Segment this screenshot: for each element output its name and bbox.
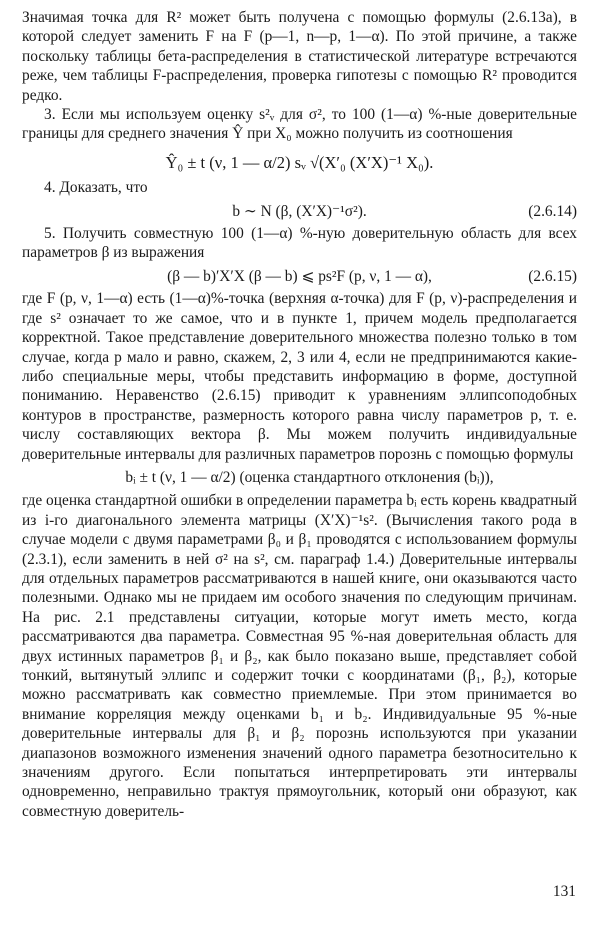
formula-2-6-14-expression: b ∼ N (β, (X′X)⁻¹σ²).: [232, 202, 367, 220]
paragraph-item-5: 5. Получить совместную 100 (1—α) %-ную доверительную область для всех параметров β из выражения: [22, 225, 577, 262]
formula-individual-intervals: bᵢ ± t (ν, 1 — α/2) (оценка стандартного отклонения (bᵢ)),: [125, 468, 494, 486]
formula-2-6-15-expression: (β — b)′X′X (β — b) ⩽ ps²F (p, ν, 1 — α),: [167, 267, 432, 285]
equation-number-2-6-14: (2.6.14): [528, 202, 577, 220]
item-4-line: [22, 178, 577, 197]
formula-confidence-mean: Ŷ₀ ± t (ν, 1 — α/2) sᵥ √(X′₀ (X′X)⁻¹ X₀).: [165, 152, 434, 172]
book-page: [22, 8, 577, 821]
formula-2-6-15: [22, 267, 577, 286]
formula-2-6-14: [22, 202, 577, 221]
paragraph-item-3: 3. Если мы используем оценку s²ᵥ для σ², то 100 (1—α) %-ные доверительные границы для среднего значения Ŷ при X₀ можно получить из соотношения: [22, 106, 577, 143]
equation-number-2-6-15: (2.6.15): [528, 267, 577, 285]
item-4-lead: 4. Доказать, что: [44, 179, 148, 197]
paragraph-confidence-set: где F (p, ν, 1—α) есть (1—α)%-точка (верхняя α-точка) для F (p, ν)-распределения и где s² означает то же самое, что и в пункте 1, причем модель предполагается корректной. Такое представление доверительного множества полезно только в том случае, когда p мало и равно, скажем, 2, 3 или 4, если не предпринимаются какие-либо специальные меры, чтобы представить информацию в форме, доступной пониманию. Неравенство (2.6.15) приводит к уравнениям эллипсоподобных контуров в пространстве, размерность которого равна числу параметров p, т. е. числу составляющих вектора β. Мы можем получить индивидуальные доверительные интервалы для различных параметров порознь с помощью формулы: [22, 290, 577, 463]
paragraph-r2-significance: Значимая точка для R² может быть получена с помощью формулы (2.6.13а), в которой следует заменить F на F (p—1, n—p, 1—α). По этой причине, а также поскольку таблицы бета-распределения в статистической литературе встречаются реже, чем таблицы F-распределения, проверка гипотезы с помощью R² проводится редко.: [22, 9, 577, 104]
page-number: 131: [552, 883, 576, 900]
paragraph-standard-error: где оценка стандартной ошибки в определении параметра bᵢ есть корень квадратный из i-го диагонального элемента матрицы (X′X)⁻¹s². (Вычисления такого рода в случае модели с двумя параметрами β₀ и β₁ проводятся с использованием формулы (2.3.1), если заменить в ней σ² на s², см. параграф 1.4.) Доверительные интервалы для отдельных параметров рассматриваются в нашей книге, они оказываются часто полезными. Однако мы не придаем им особого значения по следующим причинам. На рис. 2.1 представлены ситуации, которые могут иметь место, когда рассматриваются два параметра. Совместная 95 %-ная доверительная область для двух истинных параметров β₁ и β₂, как было показано выше, представляет собой тонкий, вытянутый эллипс и содержит точки с координатами (β₁, β₂), которые можно рассматривать как совместно приемлемые. При этом принимается во внимание корреляция между оценками b₁ и b₂. Индивидуальные 95 %-ные доверительные интервалы для β₁ и β₂ порознь используются при указании диапазонов возможного изменения значений одного параметра безотносительно к значениям другого. Если попытаться интерпретировать эти интервалы одновременно, неправильно трактуя прямоугольник, который они образуют, как совместную доверитель-: [22, 492, 578, 820]
